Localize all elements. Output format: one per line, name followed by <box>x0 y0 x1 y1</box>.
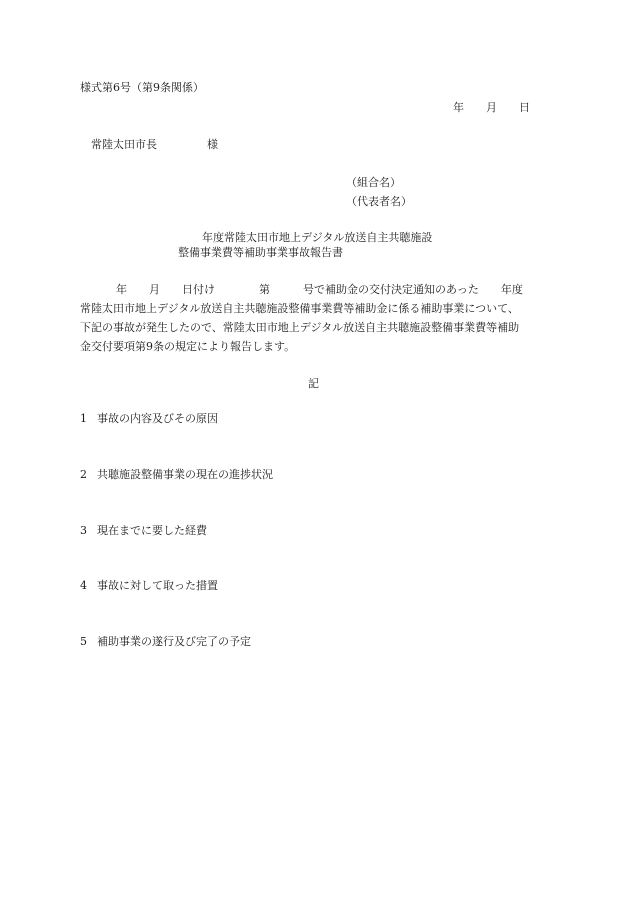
date-line: 年 月 日 <box>453 101 530 114</box>
item-1-text: 事故の内容及びその原因 <box>97 412 218 425</box>
item-2-text: 共聴施設整備事業の現在の進捗状況 <box>97 468 273 481</box>
report-title-line2: 整備事業費等補助事業事故報告書 <box>178 246 343 259</box>
item-5-number: 5 <box>80 635 87 648</box>
item-4-number: 4 <box>80 579 87 592</box>
item-3-number: 3 <box>80 524 87 537</box>
ki-heading: 記 <box>308 377 319 390</box>
form-label: 様式第6号（第9条関係） <box>80 81 204 94</box>
addressee-name: 常陸太田市長 <box>91 138 157 151</box>
item-5-text: 補助事業の遂行及び完了の予定 <box>97 635 251 648</box>
body-line-1: 年 月 日付け 第 号で補助金の交付決定通知のあった 年度 <box>116 283 523 296</box>
item-4-text: 事故に対して取った措置 <box>97 579 218 592</box>
report-title-line1: 年度常陸太田市地上デジタル放送自主共聴施設 <box>202 231 433 244</box>
body-line-2: 常陸太田市地上デジタル放送自主共聴施設整備事業費等補助金に係る補助事業について、 <box>80 302 519 315</box>
item-3-text: 現在までに要した経費 <box>97 524 207 537</box>
body-line-3: 下記の事故が発生したので、常陸太田市地上デジタル放送自主共聴施設整備事業費等補助 <box>80 321 520 334</box>
addressee-honorific: 様 <box>207 138 218 151</box>
item-2-number: 2 <box>80 468 87 481</box>
item-1-number: 1 <box>80 412 87 425</box>
applicant-association: （組合名） <box>346 176 401 189</box>
body-line-4: 金交付要項第9条の規定により報告します。 <box>80 340 296 353</box>
applicant-representative: （代表者名） <box>346 195 412 208</box>
